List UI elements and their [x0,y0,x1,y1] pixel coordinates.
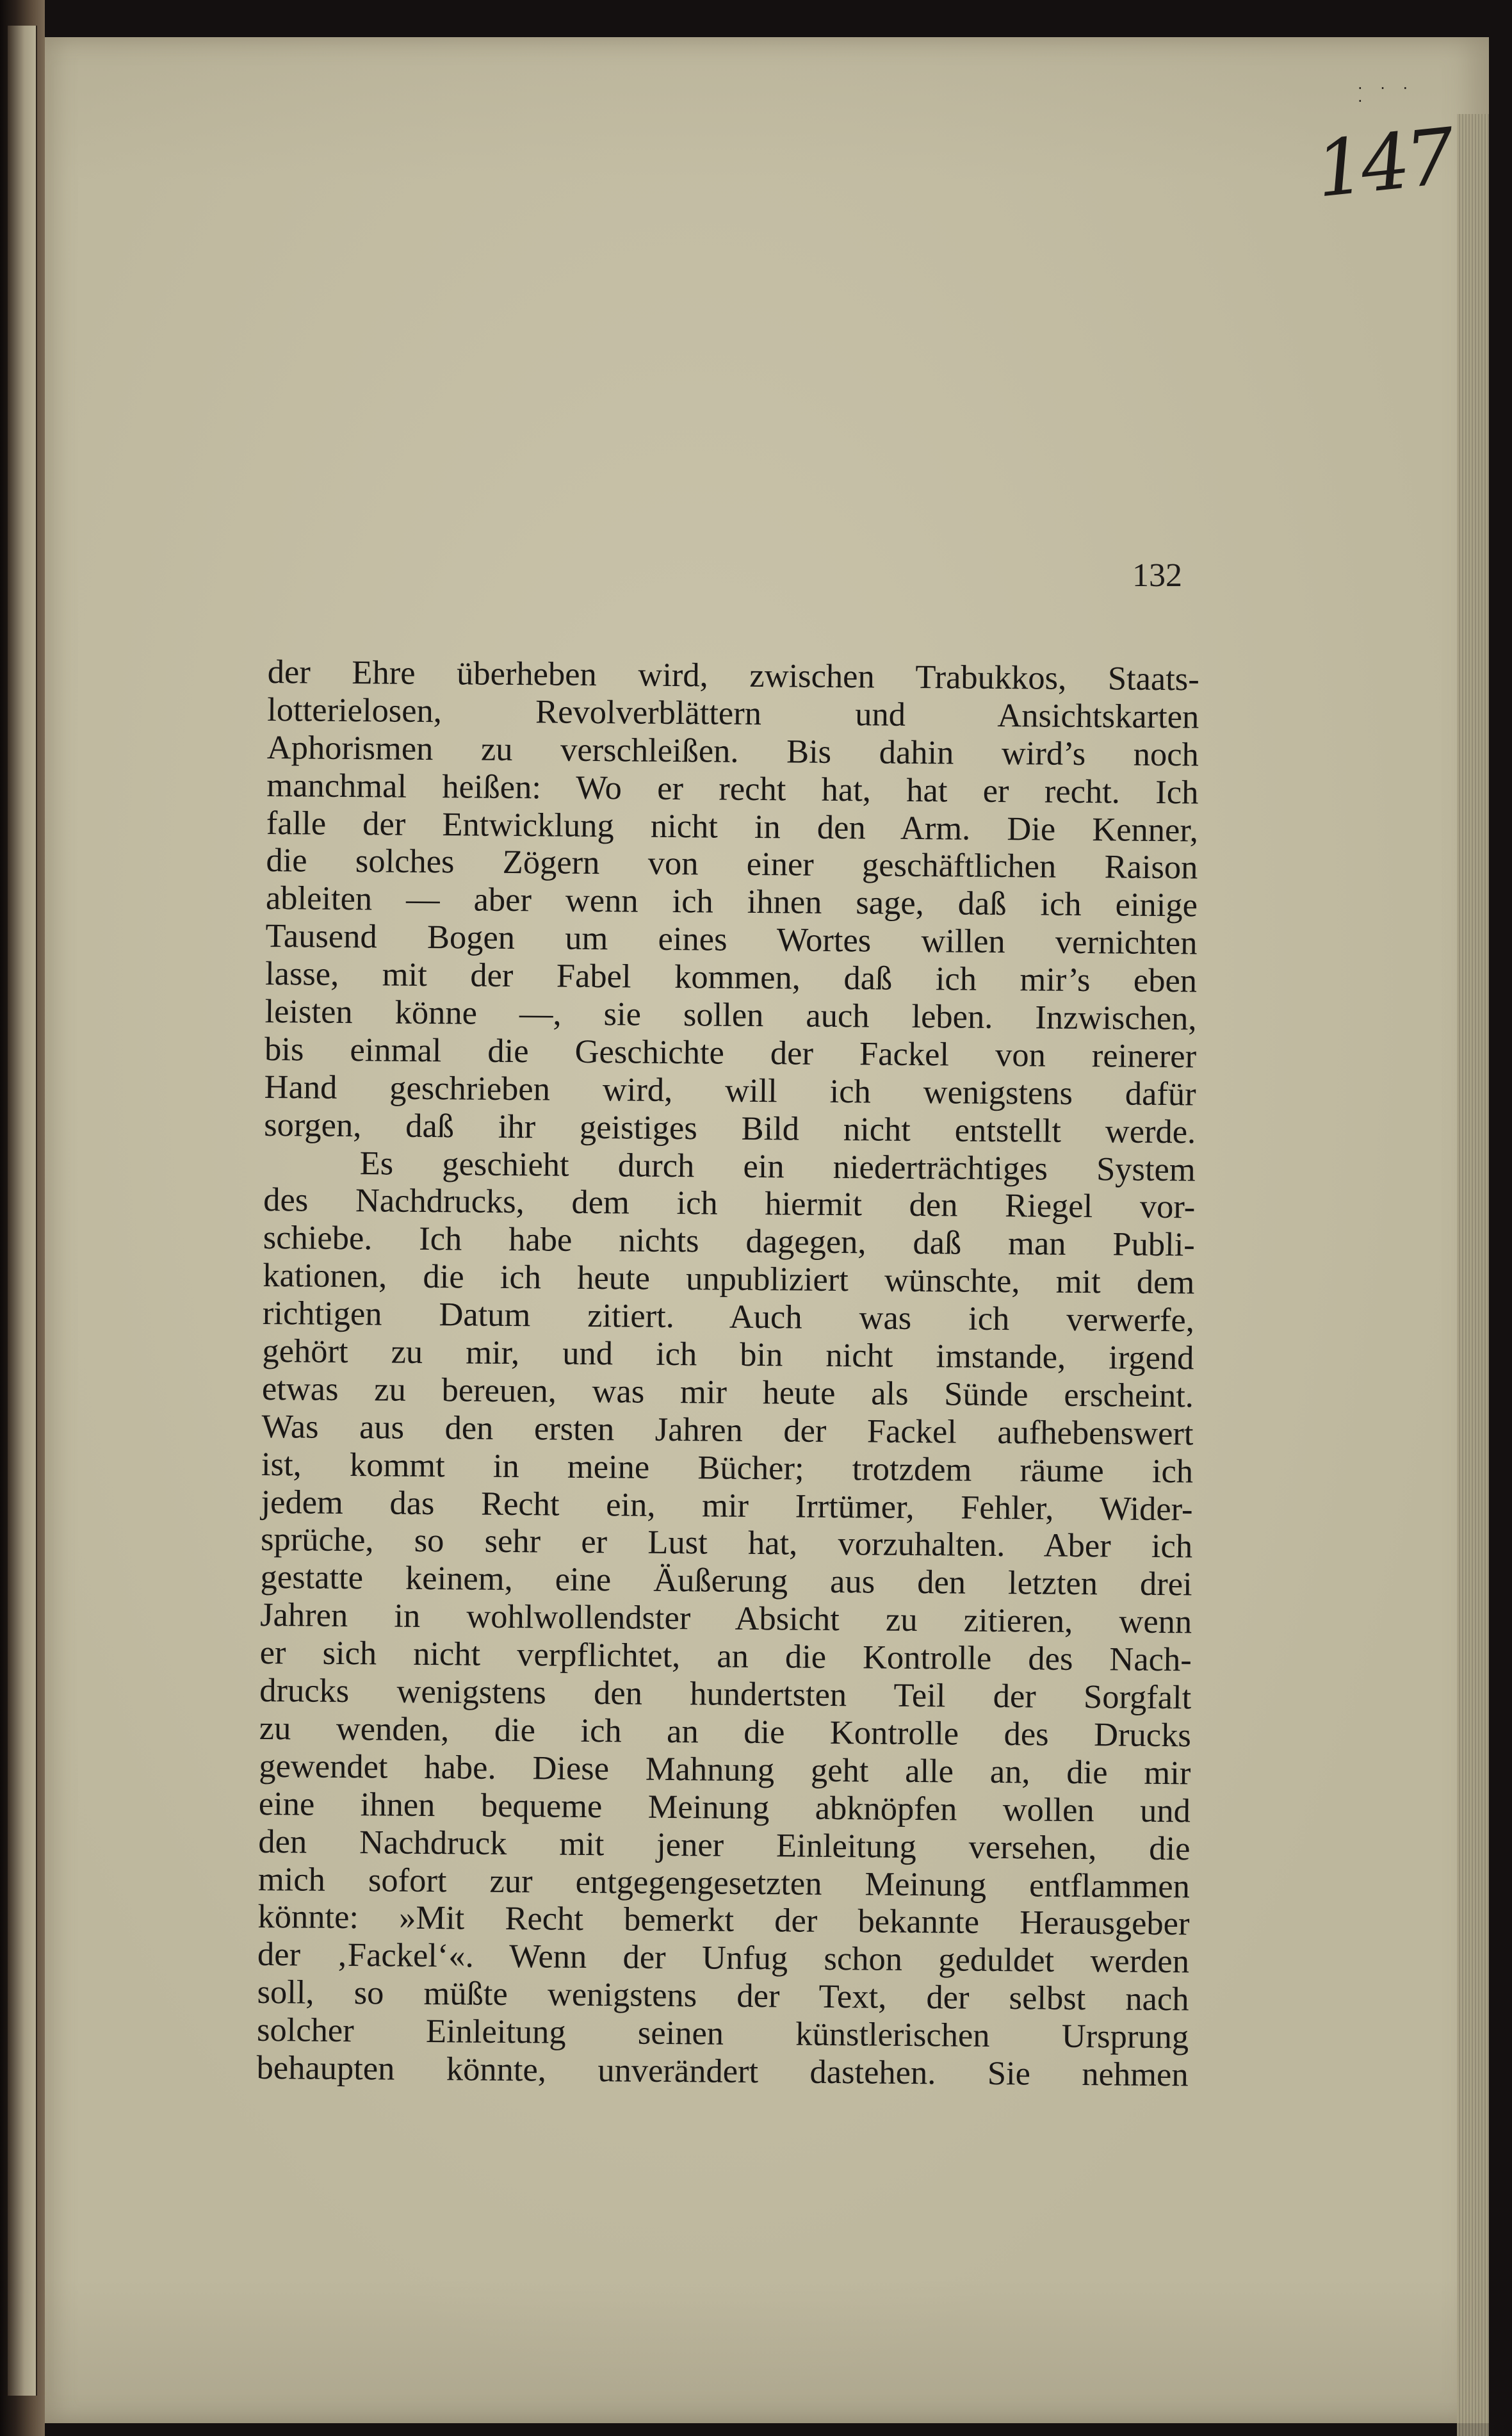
text-line: könnte: »Mit Recht bemerkt der bekannte Herausgeber [257,1898,1190,1943]
text-line: lotterielosen, Revolverblättern und Ansichtskarten [267,691,1199,736]
text-line: mich sofort zur entgegengesetzten Meinung entflammen [257,1860,1191,1905]
text-line: gestatte keinem, eine Äußerung aus den letzten drei [260,1558,1192,1603]
left-page-edge [8,26,37,2396]
text-line: Jahren in wohlwollendster Absicht zu zitieren, wenn [259,1596,1192,1641]
text-line: Tausend Bogen um eines Wortes willen vernichten [265,917,1198,962]
text-line: ableiten — aber wenn ich ihnen sage, daß ich einige [265,879,1198,924]
text-line: der ‚Fackel‘«. Wenn der Unfug schon geduldet werden [257,1936,1190,1981]
text-line: soll, so müßte wenigstens der Text, der selbst nach [257,1974,1189,2018]
text-line: der Ehre überheben wird, zwischen Trabukkos, Staats- [267,653,1199,698]
text-line-paragraph-start: Es geschieht durch ein niederträchtiges System [359,1144,1196,1188]
text-line: Hand geschrieben wird, will ich wenigstens dafür [264,1068,1196,1113]
text-line: Was aus den ersten Jahren der Fackel aufhebenswert [261,1407,1194,1453]
text-line: behaupten könnte, unverändert dastehen. Sie nehmen [256,2048,1189,2094]
text-line: sprüche, so sehr er Lust hat, vorzuhalten. Aber ich [260,1521,1193,1565]
text-line: richtigen Datum zitiert. Auch was ich verwerfe, [262,1295,1195,1339]
text-line: drucks wenigstens den hundertsten Teil der Sorgfalt [259,1671,1192,1717]
text-line: Aphorismen zu verschleißen. Bis dahin wird’s noch [266,728,1199,774]
text-line: kationen, die ich heute unpubliziert wünschte, mit dem [263,1257,1195,1302]
text-line: sorgen, daß ihr geistiges Bild nicht entstellt werde. [263,1106,1196,1151]
text-line: eine ihnen bequeme Meinung abknöpfen wollen und [258,1785,1191,1830]
text-line: den Nachdruck mit jener Einleitung versehen, die [258,1822,1191,1867]
text-line: jedem das Recht ein, mir Irrtümer, Fehler, Wider- [261,1483,1193,1528]
text-line: er sich nicht verpflichtet, an die Kontrolle des Nach- [259,1634,1192,1679]
text-line: die solches Zögern von einer geschäftlichen Raison [266,842,1198,887]
text-line: manchmal heißen: Wo er recht hat, hat er recht. Ich [266,766,1199,812]
text-line: zu wenden, die ich an die Kontrolle des Drucks [259,1709,1192,1754]
text-line: etwas zu bereuen, was mir heute als Sünde erscheint. [261,1369,1194,1415]
page-stack-edge [1457,114,1489,2436]
text-line: gehört zu mir, und ich bin nicht imstande, irgend [262,1332,1194,1377]
page-number: 132 [1132,557,1182,594]
body-text [256,653,1199,2094]
text-line: bis einmal die Geschichte der Fackel von reinerer [264,1030,1197,1075]
text-line: lasse, mit der Fabel kommen, daß ich mir’s eben [264,955,1198,1000]
text-line: falle der Entwicklung nicht in den Arm. Die Kenner, [266,804,1199,849]
text-line: gewendet habe. Diese Mahnung geht alle an, die mir [259,1747,1191,1792]
text-line: schiebe. Ich habe nichts dagegen, daß man Publi- [263,1219,1196,1264]
handwritten-archive-number: 147 [1312,112,1456,215]
text-line: ist, kommt in meine Bücher; trotzdem räume ich [261,1445,1194,1491]
text-line: solcher Einleitung seinen künstlerischen Ursprung [256,2011,1189,2056]
text-line: des Nachdrucks, dem ich hiermit den Riegel vor- [263,1181,1196,1226]
top-pencil-mark: · · · · [1358,79,1415,110]
text-line: leisten könne —, sie sollen auch leben. Inzwischen, [264,992,1197,1038]
